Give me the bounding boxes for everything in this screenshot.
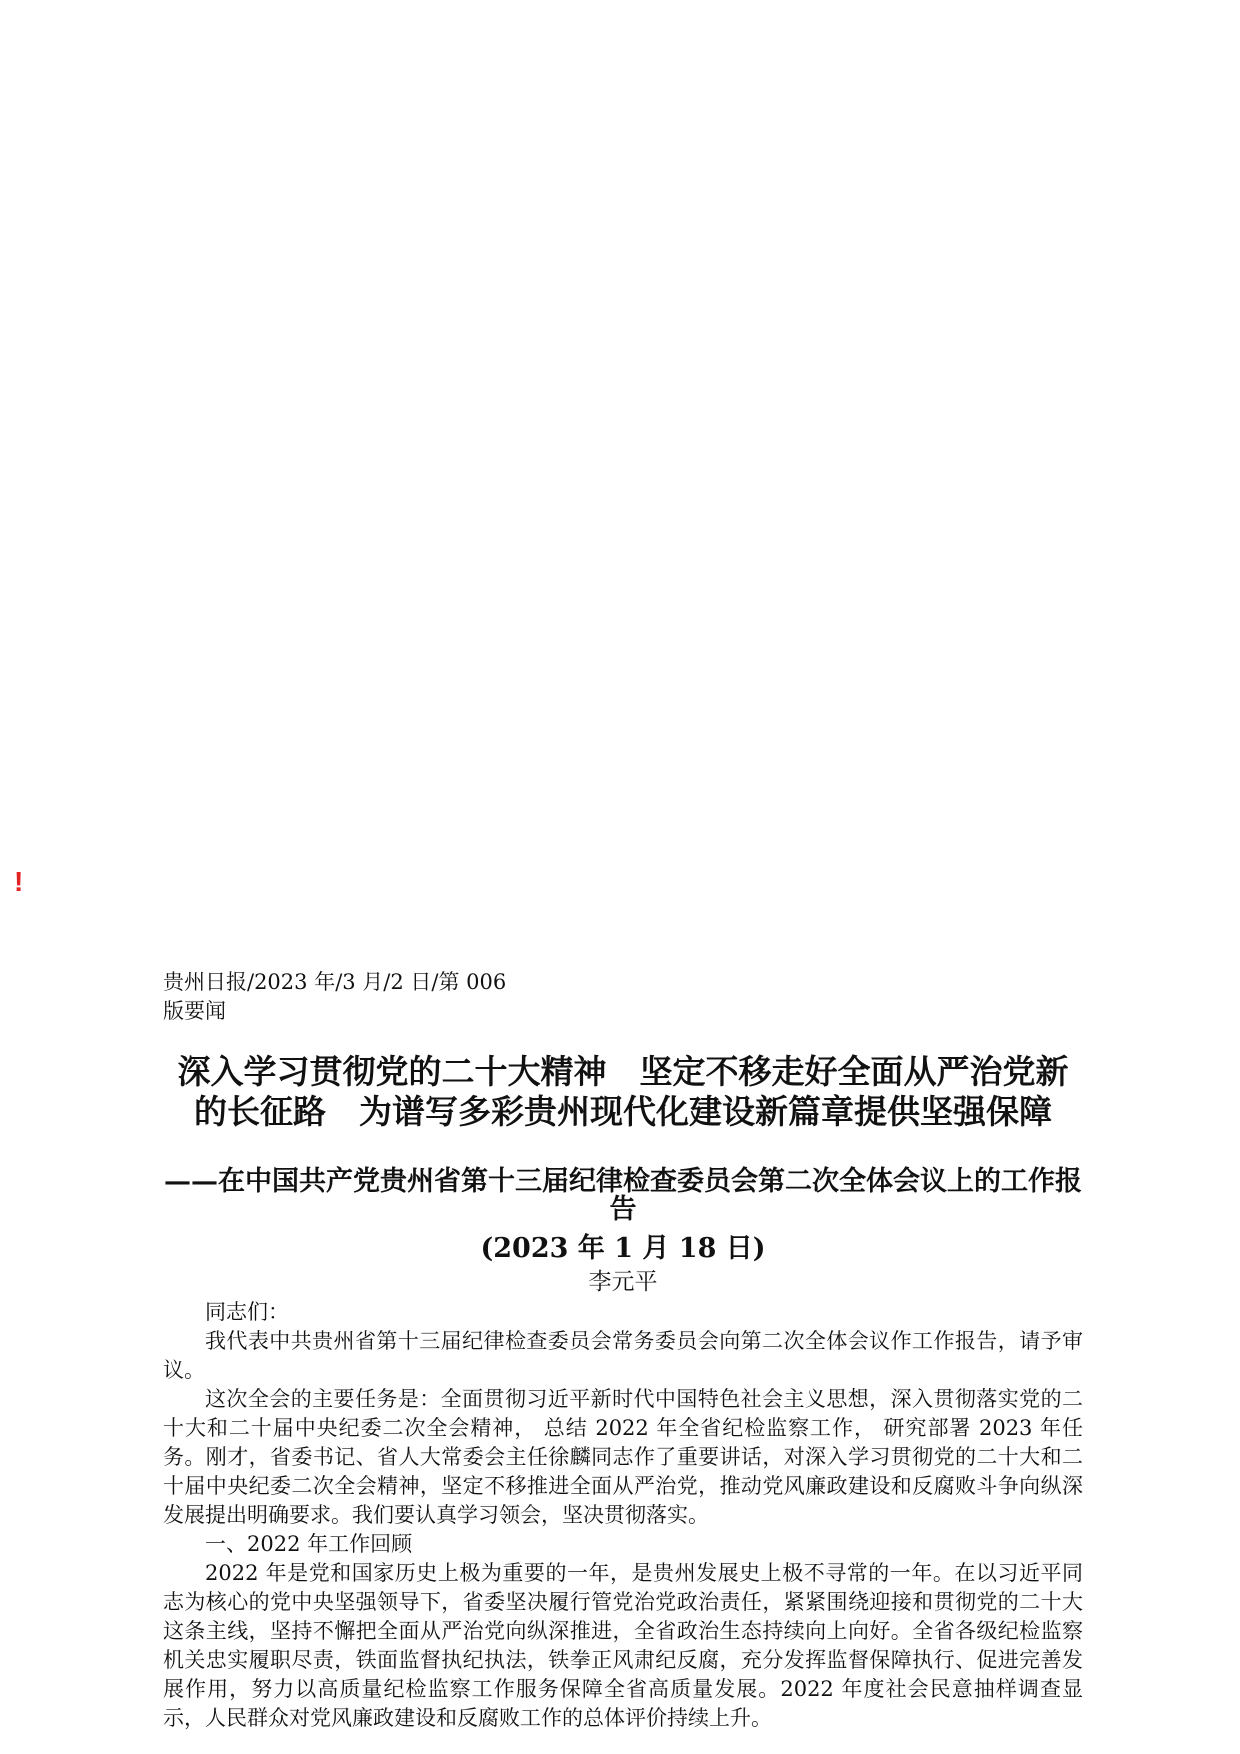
report-date: (2023 年 1 月 18 日) <box>480 1233 766 1264</box>
source-line: 贵州日报/2023 年/3 月/2 日/第 006 版要闻 <box>163 970 507 1023</box>
greeting: 同志们： <box>205 1300 289 1324</box>
section-heading: 一、2022 年工作回顾 <box>205 1532 413 1556</box>
document-title: 深入学习贯彻党的二十大精神 坚定不移走好全面从严治党新的长征路 为谱写多彩贵州现代化建设新篇章提供坚强保障 <box>177 1052 1069 1131</box>
author-name: 李元平 <box>588 1269 658 1295</box>
body-paragraph: 2022 年是党和国家历史上极为重要的一年，是贵州发展史上极不寻常的一年。在以习近平同志为核心的党中央坚强领导下，省委坚决履行管党治党政治责任，紧紧围绕迎接和贯彻党的二十大这条主线，坚持不懈把全面从严治党向纵深推进，全省政治生态持续向上向好。全省各级纪检监察机关忠实履职尽责，铁面监督执纪执法，铁拳正风肃纪反腐，充分发挥监督保障执行、促进完善发展作用，努力以高质量纪检监察工作服务保障全省高质量发展。2022 年度社会民意抽样调查显示，人民群众对党风廉政建设和反腐败工作的总体评价持续上升。 <box>163 1561 1083 1730</box>
body-paragraph: 我代表中共贵州省第十三届纪律检查委员会常务委员会向第二次全体会议作工作报告，请予审议。 <box>163 1329 1083 1382</box>
exclamation-mark: ! <box>14 866 24 897</box>
body-paragraph: 这次全会的主要任务是：全面贯彻习近平新时代中国特色社会主义思想，深入贯彻落实党的二十大和二十届中央纪委二次全会精神， 总结 2022 年全省纪检监察工作， 研究部署 2023 年任务。刚才，省委书记、省人大常委会主任徐麟同志作了重要讲话，对深入学习贯彻党的二十大和二十届中央纪委二次全会精神，坚定不移推进全面从严治党，推动党风廉政建设和反腐败斗争向纵深发展提出明确要求。我们要认真学习领会，坚决贯彻落实。 <box>163 1387 1083 1527</box>
report-body <box>163 1298 1083 1733</box>
document-subtitle: ——在中国共产党贵州省第十三届纪律检查委员会第二次全体会议上的工作报告 <box>164 1166 1082 1225</box>
